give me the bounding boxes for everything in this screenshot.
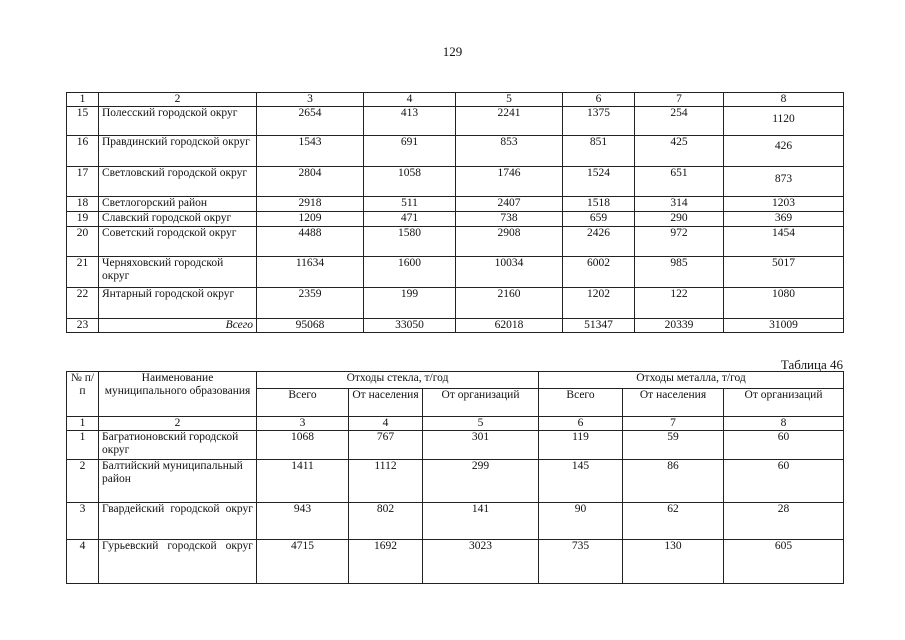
- row-number: 3: [67, 503, 99, 540]
- cell-value: 86: [623, 460, 724, 503]
- cell-value: 1209: [257, 212, 364, 227]
- cell-value: 2654: [257, 107, 364, 136]
- cell-value: 1600: [364, 257, 456, 288]
- cell-value: 426: [724, 136, 844, 167]
- table-row: [67, 197, 844, 212]
- cell-value: 6002: [563, 257, 635, 288]
- col-number: 4: [349, 417, 423, 431]
- glass-metal-waste-table: [66, 371, 844, 584]
- cell-value: 1375: [563, 107, 635, 136]
- cell-value: 1068: [257, 431, 349, 460]
- table2-colnum-row: [67, 417, 844, 431]
- municipality-name: Гурьевский городской округ: [99, 540, 257, 584]
- cell-value: 2908: [456, 227, 563, 257]
- cell-value: 2426: [563, 227, 635, 257]
- cell-value: 122: [635, 288, 724, 319]
- cell-value: 943: [257, 503, 349, 540]
- table-row: [67, 431, 844, 460]
- cell-value: 33050: [364, 319, 456, 333]
- table-row: [67, 257, 844, 288]
- col-number: 1: [67, 417, 99, 431]
- waste-table-continued: [66, 92, 844, 333]
- cell-value: 851: [563, 136, 635, 167]
- table-caption: Таблица 46: [780, 357, 843, 372]
- cell-value: 60: [724, 460, 844, 503]
- cell-value: 4488: [257, 227, 364, 257]
- cell-value: 651: [635, 167, 724, 197]
- cell-value: 1454: [724, 227, 844, 257]
- col-header: 4: [364, 93, 456, 107]
- cell-value: 2407: [456, 197, 563, 212]
- municipality-name: Янтарный городской округ: [99, 288, 257, 319]
- col-header: 2: [99, 93, 257, 107]
- municipality-name: Светловский городской округ: [99, 167, 257, 197]
- cell-value: 2241: [456, 107, 563, 136]
- table2-header-row-1: [67, 372, 844, 389]
- table-row: [67, 288, 844, 319]
- cell-value: 767: [349, 431, 423, 460]
- cell-value: 28: [724, 503, 844, 540]
- municipality-name: Багратионовский городской округ: [99, 431, 257, 460]
- cell-value: 1112: [349, 460, 423, 503]
- col-number: 5: [423, 417, 539, 431]
- cell-value: 605: [724, 540, 844, 584]
- col-header: 3: [257, 93, 364, 107]
- cell-value: 3023: [423, 540, 539, 584]
- cell-value: 314: [635, 197, 724, 212]
- municipality-name: Черняховский городской округ: [99, 257, 257, 288]
- col-header: 1: [67, 93, 99, 107]
- page-number: 129: [442, 44, 463, 59]
- cell-value: 425: [635, 136, 724, 167]
- cell-value: 119: [539, 431, 623, 460]
- cell-value: 691: [364, 136, 456, 167]
- cell-value: 972: [635, 227, 724, 257]
- cell-value: 11634: [257, 257, 364, 288]
- municipality-name: Балтийский муниципальный район: [99, 460, 257, 503]
- cell-value: 254: [635, 107, 724, 136]
- table-row: [67, 212, 844, 227]
- cell-value: 1543: [257, 136, 364, 167]
- cell-value: 1580: [364, 227, 456, 257]
- subheader: Всего: [539, 389, 623, 417]
- header-glass: Отходы стекла, т/год: [257, 372, 539, 389]
- cell-value: 369: [724, 212, 844, 227]
- cell-value: 802: [349, 503, 423, 540]
- table-row: [67, 107, 844, 136]
- col-header: 5: [456, 93, 563, 107]
- col-header: 7: [635, 93, 724, 107]
- cell-value: 1203: [724, 197, 844, 212]
- cell-value: 290: [635, 212, 724, 227]
- header-number: № п/п: [67, 372, 99, 417]
- table-row: [67, 540, 844, 584]
- subheader: От населения: [623, 389, 724, 417]
- row-number: 17: [67, 167, 99, 197]
- table-row: [67, 167, 844, 197]
- cell-value: 1518: [563, 197, 635, 212]
- table-row: [67, 136, 844, 167]
- cell-value: 59: [623, 431, 724, 460]
- row-number: 15: [67, 107, 99, 136]
- cell-value: 51347: [563, 319, 635, 333]
- row-number: 19: [67, 212, 99, 227]
- cell-value: 1120: [724, 107, 844, 136]
- municipality-name: Гвардейский городской округ: [99, 503, 257, 540]
- cell-value: 5017: [724, 257, 844, 288]
- cell-value: 301: [423, 431, 539, 460]
- cell-value: 735: [539, 540, 623, 584]
- cell-value: 199: [364, 288, 456, 319]
- row-number: 16: [67, 136, 99, 167]
- row-number: 23: [67, 319, 99, 333]
- row-number: 1: [67, 431, 99, 460]
- cell-value: 1692: [349, 540, 423, 584]
- cell-value: 1058: [364, 167, 456, 197]
- cell-value: 853: [456, 136, 563, 167]
- municipality-name: Правдинский городской округ: [99, 136, 257, 167]
- cell-value: 62: [623, 503, 724, 540]
- row-number: 4: [67, 540, 99, 584]
- table-row-total: [67, 319, 844, 333]
- table-row: [67, 227, 844, 257]
- table1-header-row: [67, 93, 844, 107]
- cell-value: 90: [539, 503, 623, 540]
- cell-value: 2804: [257, 167, 364, 197]
- table-row: [67, 503, 844, 540]
- table-row: [67, 460, 844, 503]
- col-header: 6: [563, 93, 635, 107]
- row-number: 2: [67, 460, 99, 503]
- cell-value: 1746: [456, 167, 563, 197]
- row-number: 18: [67, 197, 99, 212]
- col-number: 6: [539, 417, 623, 431]
- cell-value: 659: [563, 212, 635, 227]
- cell-value: 31009: [724, 319, 844, 333]
- cell-value: 62018: [456, 319, 563, 333]
- cell-value: 1411: [257, 460, 349, 503]
- header-name: Наименование муниципального образования: [99, 372, 257, 417]
- cell-value: 60: [724, 431, 844, 460]
- cell-value: 1080: [724, 288, 844, 319]
- col-number: 7: [623, 417, 724, 431]
- cell-value: 145: [539, 460, 623, 503]
- cell-value: 985: [635, 257, 724, 288]
- cell-value: 2359: [257, 288, 364, 319]
- cell-value: 873: [724, 167, 844, 197]
- cell-value: 738: [456, 212, 563, 227]
- municipality-name: Светлогорский район: [99, 197, 257, 212]
- cell-value: 471: [364, 212, 456, 227]
- cell-value: 1524: [563, 167, 635, 197]
- row-number: 21: [67, 257, 99, 288]
- col-number: 3: [257, 417, 349, 431]
- cell-value: 20339: [635, 319, 724, 333]
- row-number: 22: [67, 288, 99, 319]
- col-number: 8: [724, 417, 844, 431]
- subheader: От населения: [349, 389, 423, 417]
- col-header: 8: [724, 93, 844, 107]
- cell-value: 413: [364, 107, 456, 136]
- subheader: От организаций: [724, 389, 844, 417]
- cell-value: 95068: [257, 319, 364, 333]
- row-number: 20: [67, 227, 99, 257]
- cell-value: 130: [623, 540, 724, 584]
- municipality-name: Славский городской округ: [99, 212, 257, 227]
- col-number: 2: [99, 417, 257, 431]
- municipality-name: Полесский городской округ: [99, 107, 257, 136]
- cell-value: 1202: [563, 288, 635, 319]
- subheader: От организаций: [423, 389, 539, 417]
- cell-value: 141: [423, 503, 539, 540]
- municipality-name: Советский городской округ: [99, 227, 257, 257]
- cell-value: 10034: [456, 257, 563, 288]
- header-metal: Отходы металла, т/год: [539, 372, 844, 389]
- cell-value: 4715: [257, 540, 349, 584]
- cell-value: 2918: [257, 197, 364, 212]
- cell-value: 299: [423, 460, 539, 503]
- cell-value: 2160: [456, 288, 563, 319]
- subheader: Всего: [257, 389, 349, 417]
- cell-value: 511: [364, 197, 456, 212]
- total-label: Всего: [99, 319, 257, 333]
